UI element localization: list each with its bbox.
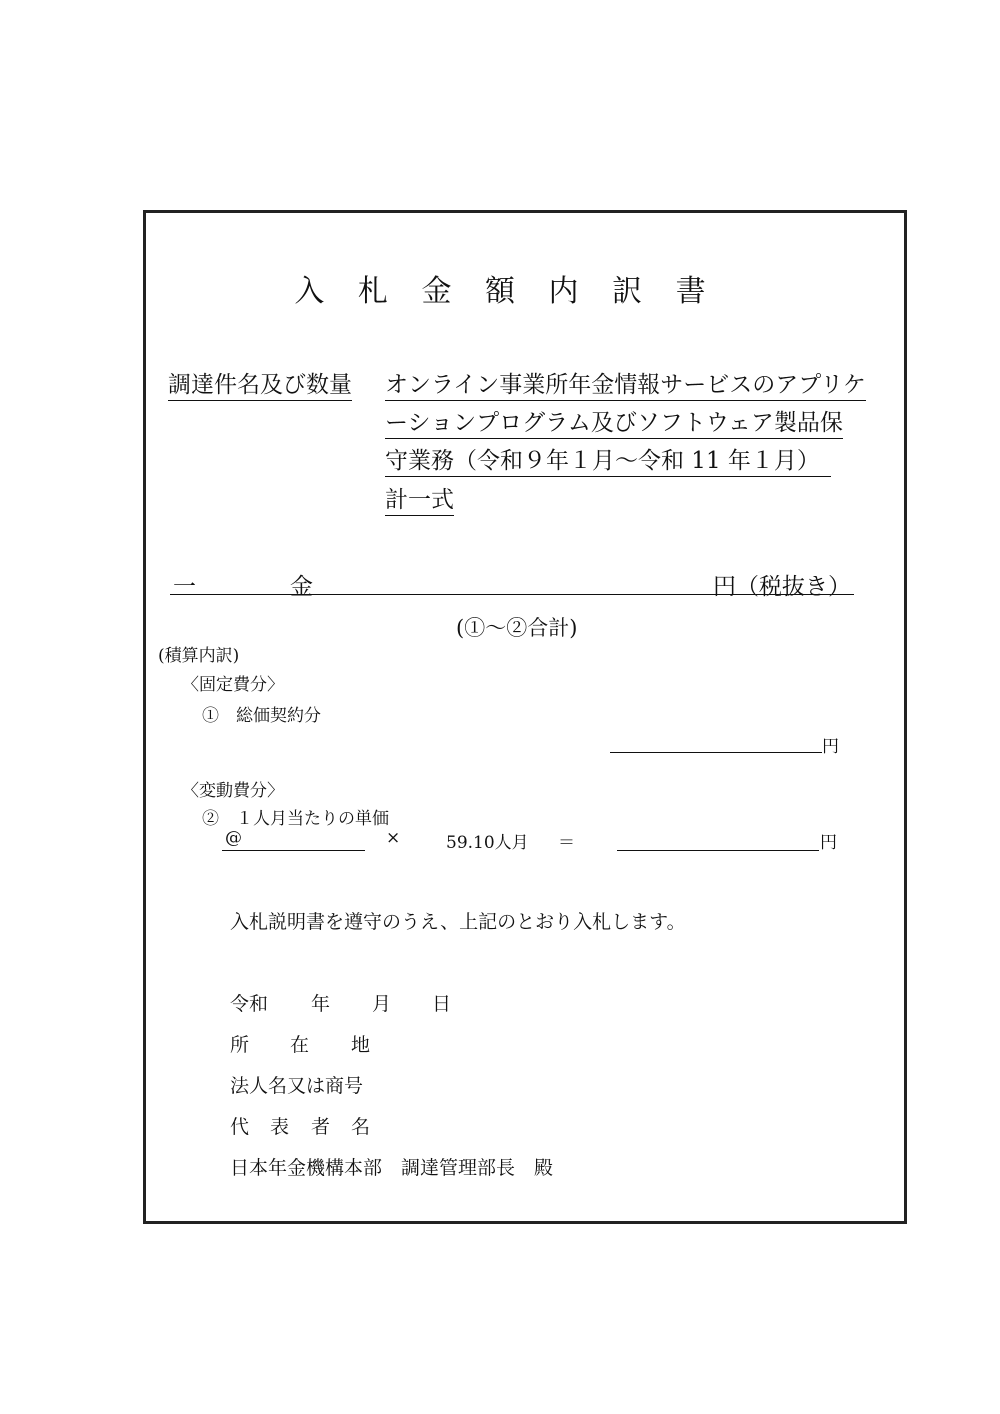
amount-note: (①～②合計) (456, 616, 578, 640)
company-label: 法人名又は商号 (230, 1075, 364, 1097)
date-year: 年 (311, 993, 331, 1015)
procurement-label: 調達件名及び数量 (168, 372, 352, 401)
procurement-line (385, 366, 866, 399)
procurement-quantity: 計一式 (385, 487, 454, 516)
item2-label: ② １人月当たりの単価 (202, 809, 389, 829)
item1-unit: 円 (822, 737, 839, 757)
amount-prefix: 一 (173, 574, 196, 600)
item1-amount-line (610, 752, 822, 753)
variable-cost-heading: 〈変動費分〉 (182, 781, 284, 801)
title-char: 入 (294, 274, 325, 309)
unit-price-line (222, 850, 365, 851)
date-month: 月 (372, 993, 392, 1015)
title-char: 札 (357, 274, 388, 309)
unit-price-at: @ (225, 828, 242, 848)
breakdown-heading: (積算内訳) (158, 646, 240, 666)
quantity: 59.10人月 (446, 833, 529, 853)
procurement-line-2: ーションプログラム及びソフトウェア製品保 (385, 410, 843, 439)
times-sign: × (386, 828, 401, 848)
addressee: 日本年金機構本部 調達管理部長 殿 (230, 1157, 554, 1179)
item2-unit: 円 (820, 833, 837, 853)
title-char: 書 (675, 274, 706, 309)
fixed-cost-heading: 〈固定費分〉 (182, 675, 284, 695)
date-era: 令和 (230, 993, 269, 1015)
bid-statement: 入札説明書を遵守のうえ、上記のとおり入札します。 (230, 911, 686, 933)
representative-label-2: 表 (270, 1116, 290, 1138)
procurement-line-3: 守業務（令和９年１月～令和 11 年１月） (385, 448, 831, 477)
procurement-line (385, 481, 454, 514)
amount-underline (170, 594, 854, 595)
procurement-label-wrap (168, 366, 352, 399)
address-label-3: 地 (351, 1034, 371, 1056)
representative-label-4: 名 (351, 1116, 371, 1138)
equals-sign: ＝ (558, 833, 575, 853)
amount-suffix: 円（税抜き） (713, 574, 851, 600)
amount-kin: 金 (290, 574, 313, 600)
title-char: 訳 (612, 274, 643, 309)
representative-label-3: 者 (311, 1116, 331, 1138)
procurement-line-1: オンライン事業所年金情報サービスのアプリケ (385, 372, 866, 401)
document-title (0, 266, 1000, 310)
title-char: 額 (485, 274, 515, 309)
title-char: 金 (421, 274, 452, 309)
title-char: 内 (548, 274, 579, 309)
procurement-line (385, 442, 831, 475)
address-label-2: 在 (290, 1034, 310, 1056)
item2-amount-line (617, 850, 819, 851)
date-day: 日 (432, 993, 452, 1015)
procurement-line (385, 404, 843, 437)
representative-label-1: 代 (230, 1116, 250, 1138)
item1-label: ① 総価契約分 (202, 706, 321, 726)
address-label-1: 所 (230, 1034, 250, 1056)
